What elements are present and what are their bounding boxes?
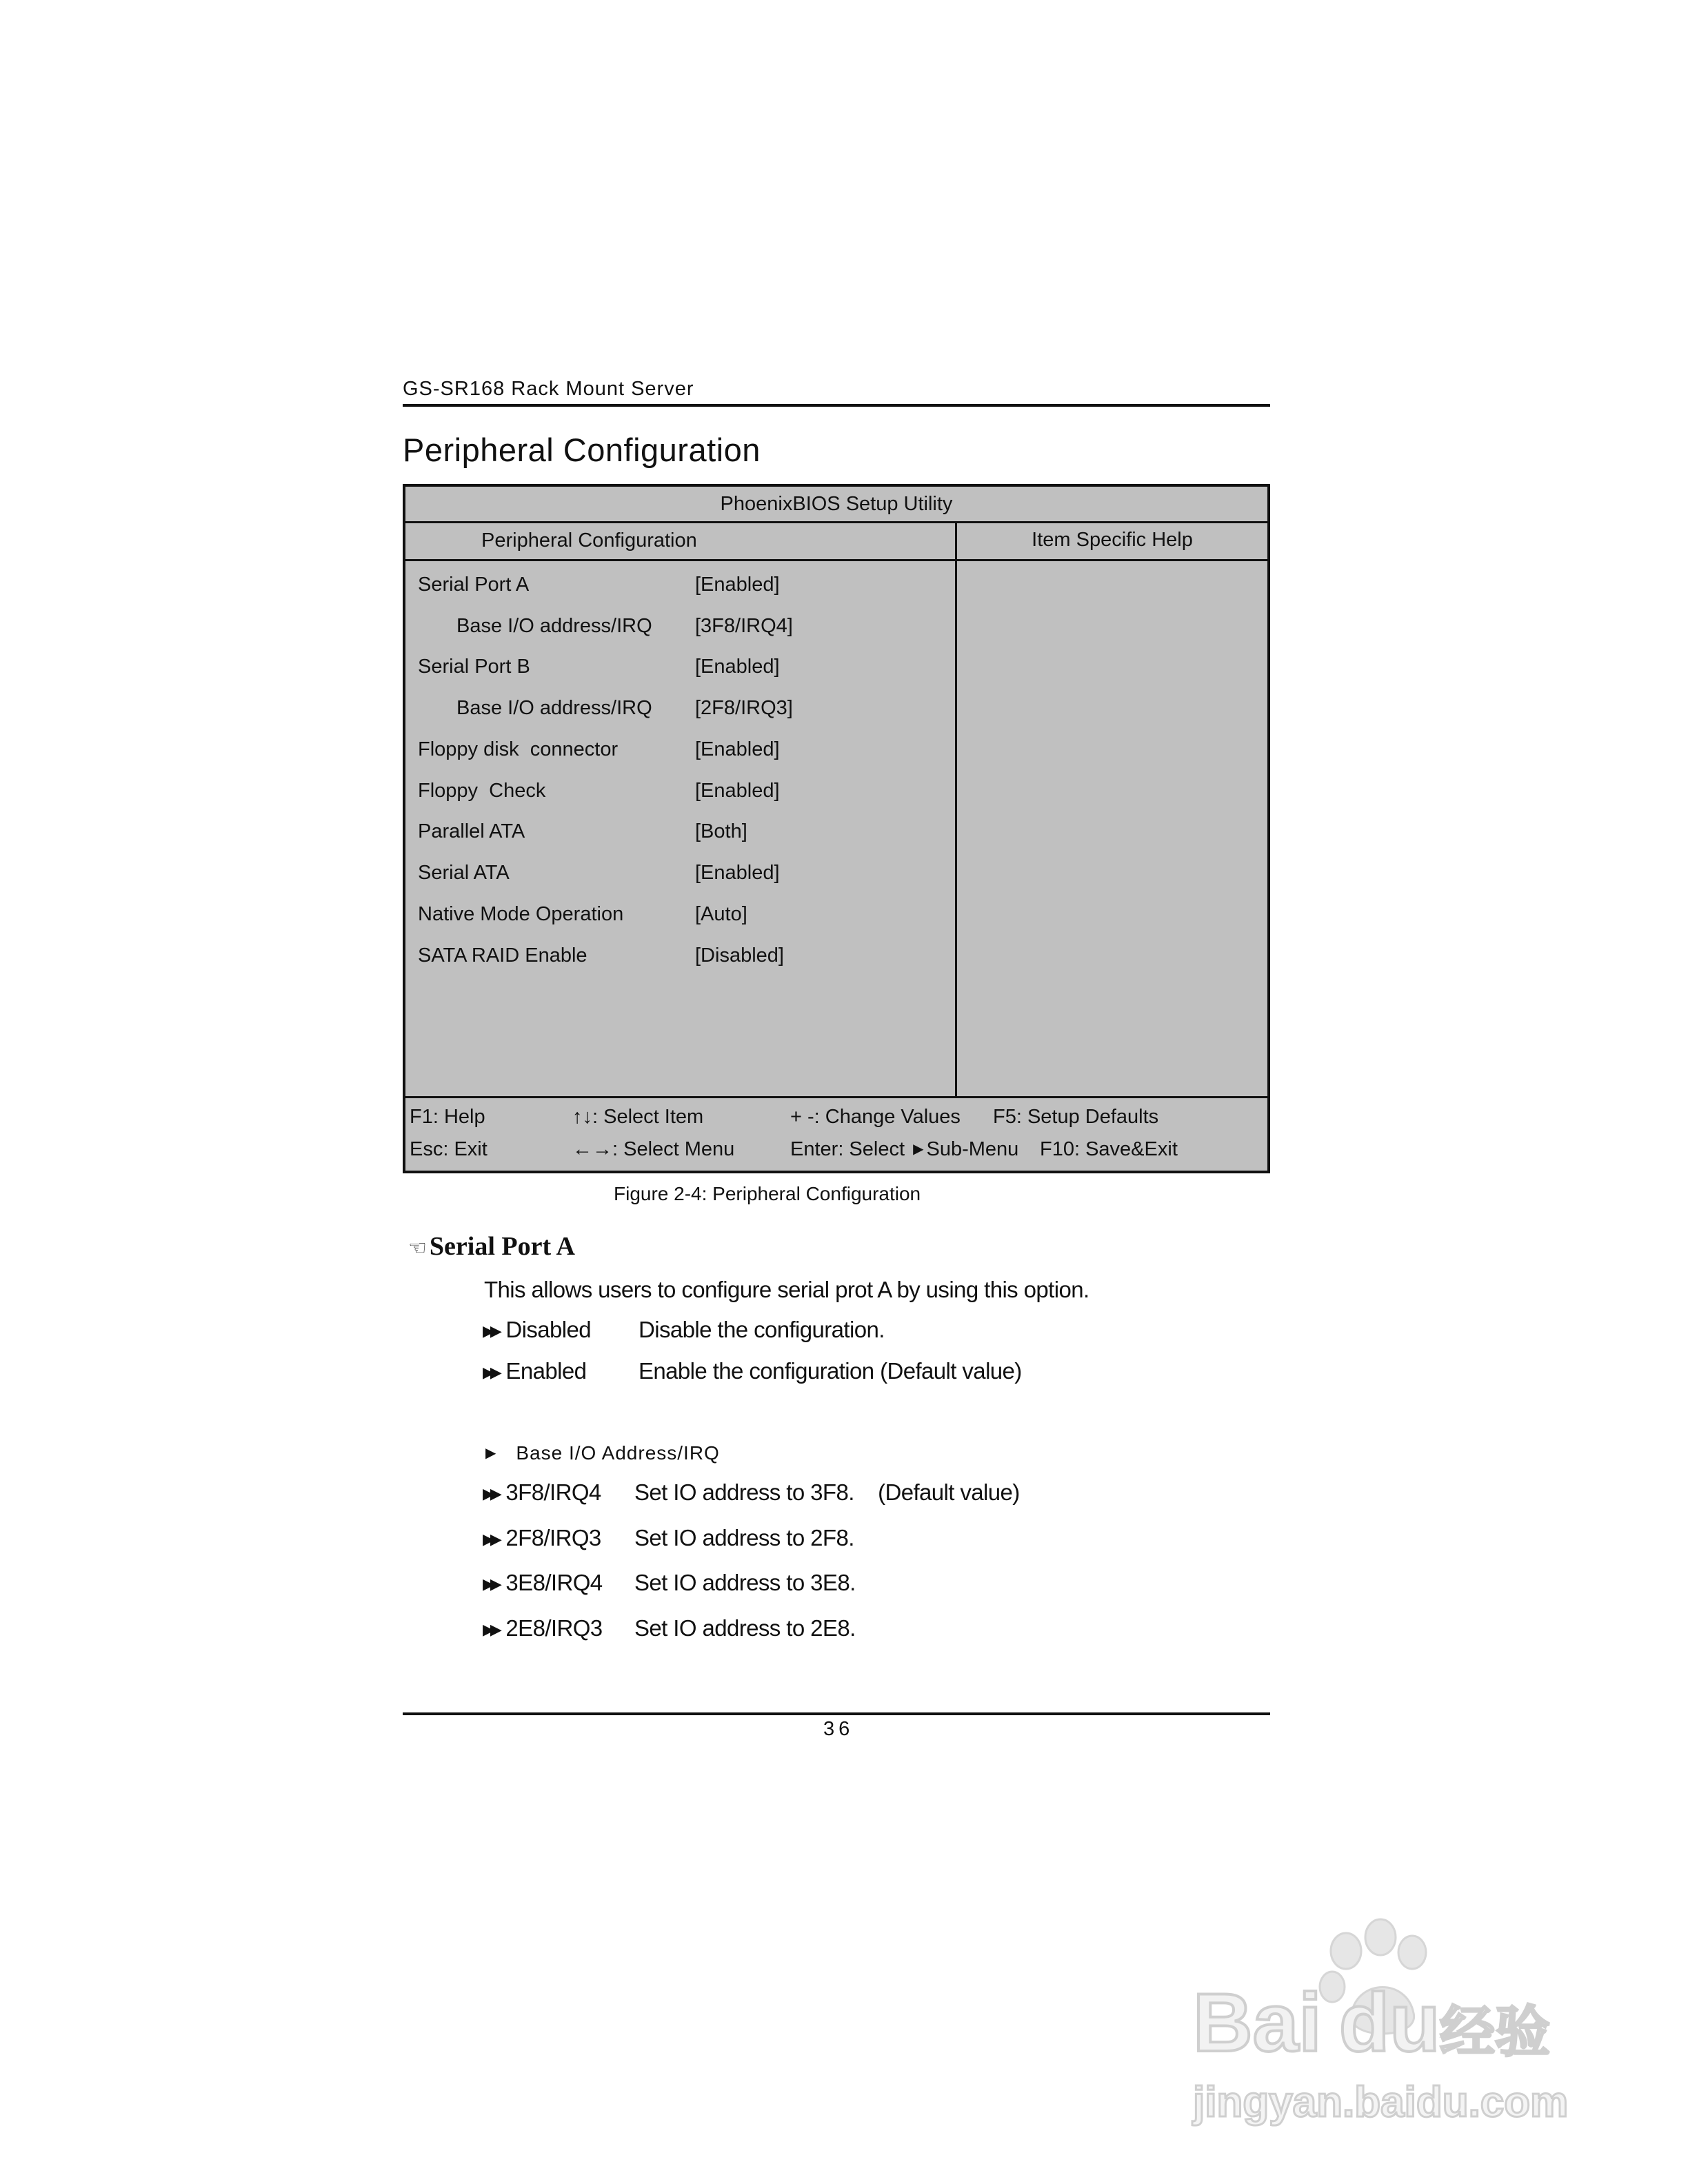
bios-row-native-mode[interactable]: [405, 903, 955, 931]
key-help: F1: Help: [410, 1106, 485, 1128]
footer-rule: [403, 1712, 1270, 1715]
key-select-item: ↑↓: Select Item: [572, 1106, 704, 1128]
key-change-values: + -: Change Values: [790, 1106, 961, 1128]
document-header: GS-SR168 Rack Mount Server: [403, 378, 694, 400]
option-desc: Set IO address to 3E8.: [634, 1570, 856, 1595]
bios-utility-title: PhoenixBIOS Setup Utility: [405, 487, 1267, 523]
key-select-menu: ←→: Select Menu: [572, 1138, 735, 1160]
bios-row-value[interactable]: [Enabled]: [695, 780, 780, 802]
bios-row-label: Base I/O address/IRQ: [456, 615, 652, 637]
bios-row-floppy-check[interactable]: [405, 780, 955, 807]
key-submenu-label: Sub-Menu: [926, 1138, 1019, 1160]
double-arrow-icon: ▶▶: [483, 1322, 498, 1339]
option-desc: Set IO address to 2F8.: [634, 1525, 854, 1550]
bios-row-label: SATA RAID Enable: [418, 944, 587, 967]
sub-title-text: Base I/O Address/IRQ: [516, 1442, 720, 1464]
header-rule: [403, 404, 1270, 407]
section-title: Peripheral Configuration: [403, 432, 761, 468]
bios-row-label: Serial Port A: [418, 574, 530, 596]
baidu-paw-icon: [1186, 1910, 1572, 2137]
option-name: Enabled: [505, 1358, 587, 1384]
key-setup-defaults: F5: Setup Defaults: [993, 1106, 1159, 1128]
bios-row-sata-raid[interactable]: [405, 944, 955, 972]
pointing-hand-icon: ☜: [408, 1237, 427, 1260]
bios-row-serial-ata[interactable]: [405, 862, 955, 889]
sub-option-3f8: [483, 1479, 1103, 1514]
help-section-title: [408, 1231, 575, 1262]
bios-row-parallel-ata[interactable]: [405, 820, 955, 848]
sub-section-title: [485, 1442, 720, 1464]
help-title-text: Serial Port A: [429, 1232, 575, 1261]
bios-row-label: Serial Port B: [418, 656, 530, 678]
bios-row-label: Parallel ATA: [418, 820, 525, 842]
page-number: 36: [823, 1718, 854, 1740]
bios-row-floppy-connector[interactable]: [405, 738, 955, 766]
triangle-right-icon: ▶: [485, 1446, 497, 1461]
sub-option-2f8: [483, 1525, 1103, 1559]
option-disabled: [483, 1317, 1103, 1351]
bios-row-label: Serial ATA: [418, 862, 510, 884]
bios-row-value[interactable]: [Both]: [695, 820, 747, 842]
svg-text:经验: 经验: [1440, 2000, 1550, 2064]
option-name: 3E8/IRQ4: [505, 1570, 603, 1595]
option-name: 2E8/IRQ3: [505, 1615, 603, 1641]
bios-panel-divider: [955, 561, 957, 1096]
svg-text:jingyan.baidu.com: jingyan.baidu.com: [1193, 2079, 1569, 2126]
double-arrow-icon: ▶▶: [483, 1485, 498, 1502]
double-arrow-icon: ▶▶: [483, 1364, 498, 1381]
bios-row-value[interactable]: [Auto]: [695, 903, 747, 925]
bios-help-title: Item Specific Help: [957, 521, 1267, 561]
figure-caption: Figure 2-4: Peripheral Configuration: [614, 1183, 921, 1204]
bios-row-base-io-b[interactable]: [405, 697, 955, 725]
triangle-right-icon: ▶: [913, 1142, 924, 1157]
key-save-exit: F10: Save&Exit: [1040, 1138, 1178, 1160]
sub-option-2e8: [483, 1615, 1103, 1650]
option-name: Disabled: [505, 1317, 592, 1342]
bios-row-value[interactable]: [Disabled]: [695, 944, 784, 967]
bios-row-value[interactable]: [3F8/IRQ4]: [695, 615, 793, 637]
double-arrow-icon: ▶▶: [483, 1575, 498, 1593]
bios-row-value[interactable]: [Enabled]: [695, 862, 780, 884]
option-desc: Set IO address to 3F8. (Default value): [634, 1479, 1020, 1505]
bios-row-value[interactable]: [Enabled]: [695, 656, 780, 678]
key-exit: Esc: Exit: [410, 1138, 488, 1160]
bios-row-serial-port-a[interactable]: [405, 574, 955, 601]
bios-row-base-io-a[interactable]: [405, 615, 955, 643]
key-enter-select: [790, 1138, 1018, 1161]
double-arrow-icon: ▶▶: [483, 1530, 498, 1548]
option-desc: Disable the configuration.: [639, 1317, 885, 1342]
bios-menu-header: [405, 521, 957, 561]
bios-footer-divider: [405, 1096, 1267, 1098]
bios-menu-title: Peripheral Configuration: [481, 529, 697, 552]
bios-row-value[interactable]: [Enabled]: [695, 738, 780, 760]
key-enter-label: Enter: Select: [790, 1138, 905, 1160]
option-enabled: [483, 1358, 1103, 1393]
bios-row-label: Native Mode Operation: [418, 903, 624, 925]
bios-screen: [403, 484, 1270, 1173]
option-desc: Set IO address to 2E8.: [634, 1615, 856, 1641]
bios-row-value[interactable]: [2F8/IRQ3]: [695, 697, 793, 719]
double-arrow-icon: ▶▶: [483, 1621, 498, 1638]
help-intro: This allows users to configure serial prot A by using this option.: [484, 1277, 1089, 1302]
bios-row-label: Floppy Check: [418, 780, 546, 802]
bios-row-value[interactable]: [Enabled]: [695, 574, 780, 596]
svg-text:Bai: Bai: [1193, 1976, 1322, 2069]
option-name: 2F8/IRQ3: [505, 1525, 601, 1550]
option-desc: Enable the configuration (Default value): [639, 1358, 1022, 1384]
baidu-watermark-logo: [1186, 1910, 1572, 2137]
sub-option-3e8: [483, 1570, 1103, 1604]
bios-row-label: Floppy disk connector: [418, 738, 619, 760]
bios-row-serial-port-b[interactable]: [405, 656, 955, 683]
option-name: 3F8/IRQ4: [505, 1479, 601, 1505]
bios-row-label: Base I/O address/IRQ: [456, 697, 652, 719]
svg-text:du: du: [1339, 1976, 1440, 2069]
